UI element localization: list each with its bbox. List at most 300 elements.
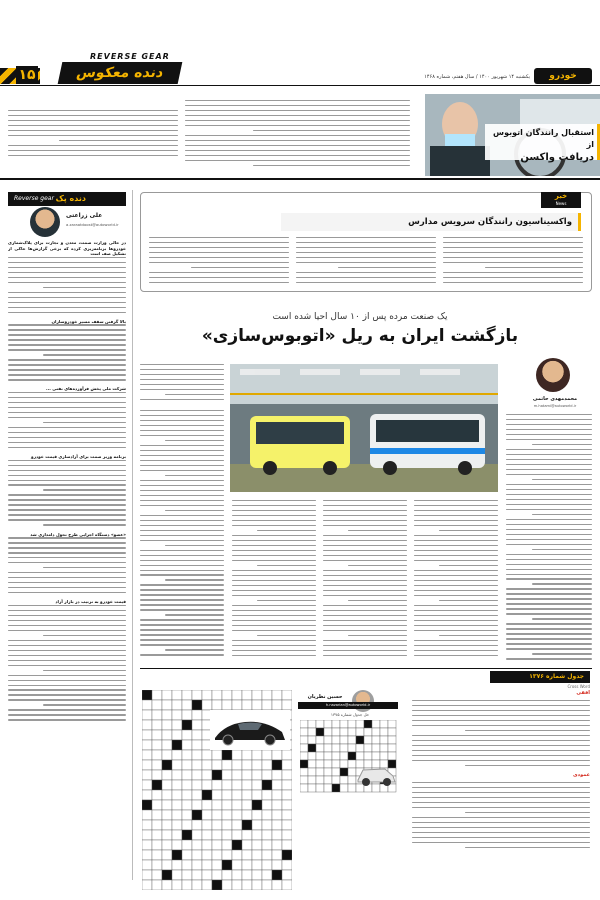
crossword-cell: [192, 850, 202, 860]
top-story-headline-2: دریافت واکسن: [520, 152, 594, 163]
top-story-photo: [425, 94, 600, 176]
crossword-cell: [282, 810, 292, 820]
crossword-cell: [152, 870, 162, 880]
column-tag: دنده پک: [55, 194, 86, 203]
crossword-cell: [252, 800, 262, 810]
crossword-cell: [142, 690, 152, 700]
crossword-cell: [308, 752, 316, 760]
crossword-cell: [340, 768, 348, 776]
crossword-cell: [222, 800, 232, 810]
crossword-cell: [192, 690, 202, 700]
crossword-cell: [340, 776, 348, 784]
crossword-cell: [212, 770, 222, 780]
crossword-cell: [372, 728, 380, 736]
crossword-cell: [182, 800, 192, 810]
crossword-cell: [364, 752, 372, 760]
crossword-cell: [172, 770, 182, 780]
crossword-cell: [202, 750, 212, 760]
khabar-tag-box: [541, 192, 581, 208]
crossword-cell: [356, 720, 364, 728]
crossword-cell: [262, 830, 272, 840]
crossword-cell: [162, 760, 172, 770]
crossword-cell: [232, 800, 242, 810]
crossword-cell: [222, 850, 232, 860]
crossword-clues-v-header: عمودی: [572, 772, 590, 778]
column-tag-en: Reverse gear: [14, 195, 54, 202]
crossword-car-photo: [210, 710, 290, 750]
crossword-cell: [282, 880, 292, 890]
crossword-cell: [182, 880, 192, 890]
crossword-cell: [192, 760, 202, 770]
crossword-cell: [372, 720, 380, 728]
crossword-cell: [272, 810, 282, 820]
crossword-cell: [162, 710, 172, 720]
sidebar-item: [8, 532, 126, 596]
crossword-cell: [152, 830, 162, 840]
crossword-cell: [262, 860, 272, 870]
crossword-cell: [182, 830, 192, 840]
crossword-cell: [172, 850, 182, 860]
crossword-cell: [324, 784, 332, 792]
crossword-cell: [340, 744, 348, 752]
crossword-cell: [212, 830, 222, 840]
crossword-cell: [222, 860, 232, 870]
crossword-cell: [152, 690, 162, 700]
main-body-col-3: [232, 500, 316, 660]
crossword-cell: [202, 690, 212, 700]
crossword-cell: [232, 690, 242, 700]
crossword-cell: [172, 820, 182, 830]
crossword-cell: [192, 780, 202, 790]
crossword-cell: [324, 760, 332, 768]
crossword-clues-h: [412, 700, 590, 768]
crossword-cell: [202, 800, 212, 810]
crossword-cell: [300, 760, 308, 768]
crossword-cell: [202, 880, 212, 890]
crossword-cell: [332, 744, 340, 752]
crossword-cell: [172, 830, 182, 840]
crossword-cell: [162, 830, 172, 840]
crossword-cell: [340, 728, 348, 736]
crossword-cell: [262, 880, 272, 890]
newspaper-logo-text: خودرو: [549, 71, 577, 81]
crossword-cell: [380, 744, 388, 752]
crossword-cell: [172, 840, 182, 850]
crossword-cell: [232, 700, 242, 710]
crossword-cell: [212, 850, 222, 860]
crossword-cell: [372, 752, 380, 760]
crossword-cell: [222, 830, 232, 840]
crossword-cell: [232, 790, 242, 800]
crossword-clues-v: [412, 782, 590, 852]
crossword-cell: [242, 800, 252, 810]
crossword-cell: [182, 840, 192, 850]
crossword-cell: [192, 870, 202, 880]
crossword-cell: [172, 800, 182, 810]
crossword-cell: [332, 720, 340, 728]
khabar-headline-bar: [281, 213, 581, 231]
crossword-title-en: Cross Word: [567, 684, 590, 689]
crossword-cell: [388, 720, 396, 728]
crossword-cell: [162, 820, 172, 830]
crossword-cell: [282, 760, 292, 770]
crossword-cell: [262, 850, 272, 860]
crossword-cell: [308, 736, 316, 744]
crossword-cell: [172, 710, 182, 720]
crossword-cell: [308, 776, 316, 784]
crossword-cell: [316, 768, 324, 776]
crossword-cell: [308, 744, 316, 752]
crossword-cell: [348, 736, 356, 744]
crossword-cell: [252, 880, 262, 890]
sidebar-item-body: [8, 392, 126, 450]
crossword-cell: [192, 880, 202, 890]
crossword-cell: [182, 760, 192, 770]
crossword-cell: [182, 740, 192, 750]
crossword-cell: [316, 776, 324, 784]
crossword-cell: [300, 728, 308, 736]
crossword-cell: [192, 860, 202, 870]
crossword-cell: [152, 860, 162, 870]
crossword-cell: [182, 780, 192, 790]
crossword-cell: [212, 870, 222, 880]
main-story-photo: [230, 364, 498, 492]
crossword-cell: [388, 728, 396, 736]
top-story-headline-1: استقبال رانندگان اتوبوس از: [493, 128, 594, 149]
masthead-bar: [0, 0, 600, 100]
crossword-cell: [252, 690, 262, 700]
crossword-cell: [252, 750, 262, 760]
crossword-cell: [142, 760, 152, 770]
crossword-cell: [142, 790, 152, 800]
crossword-cell: [182, 730, 192, 740]
crossword-cell: [202, 840, 212, 850]
main-kicker: یک صنعت مرده پس از ۱۰ سال احیا شده است: [272, 312, 448, 322]
crossword-cell: [182, 810, 192, 820]
crossword-cell: [162, 740, 172, 750]
crossword-cell: [332, 728, 340, 736]
crossword-cell: [242, 830, 252, 840]
crossword-cell: [232, 870, 242, 880]
crossword-cell: [212, 700, 222, 710]
crossword-cell: [242, 780, 252, 790]
crossword-cell: [172, 880, 182, 890]
crossword-cell: [152, 840, 162, 850]
page-number: ۱۵: [16, 66, 38, 84]
crossword-cell: [192, 740, 202, 750]
khabar-tag-en: News: [555, 201, 567, 206]
main-body-col-5: [414, 500, 498, 660]
crossword-cell: [316, 752, 324, 760]
khabar-body-col-1: [443, 237, 583, 287]
crossword-cell: [388, 736, 396, 744]
crossword-cell: [316, 728, 324, 736]
crossword-cell: [252, 790, 262, 800]
sidebar-item: [8, 319, 126, 383]
crossword-cell: [222, 820, 232, 830]
crossword-cell: [182, 770, 192, 780]
crossword-cell: [324, 744, 332, 752]
crossword-cell: [192, 700, 202, 710]
crossword-cell: [142, 860, 152, 870]
main-author-photo: [536, 358, 570, 392]
crossword-cell: [142, 750, 152, 760]
crossword-cell: [172, 700, 182, 710]
crossword-cell: [152, 800, 162, 810]
crossword-cell: [222, 780, 232, 790]
sidebar-item-body: [8, 605, 126, 725]
crossword-cell: [162, 870, 172, 880]
crossword-cell: [142, 770, 152, 780]
crossword-cell: [282, 690, 292, 700]
crossword-cell: [142, 730, 152, 740]
crossword-cell: [364, 720, 372, 728]
crossword-cell: [380, 752, 388, 760]
crossword-cell: [172, 740, 182, 750]
crossword-cell: [212, 860, 222, 870]
crossword-cell: [202, 790, 212, 800]
crossword-cell: [372, 736, 380, 744]
crossword-cell: [162, 880, 172, 890]
crossword-cell: [340, 736, 348, 744]
crossword-cell: [172, 870, 182, 880]
crossword-cell: [192, 810, 202, 820]
crossword-cell: [252, 700, 262, 710]
crossword-cell: [272, 700, 282, 710]
crossword-cell: [182, 850, 192, 860]
crossword-cell: [272, 800, 282, 810]
crossword-cell: [232, 770, 242, 780]
crossword-cell: [300, 736, 308, 744]
crossword-cell: [282, 830, 292, 840]
crossword-cell: [192, 770, 202, 780]
crossword-cell: [162, 810, 172, 820]
crossword-designer: حسین نظریان: [307, 694, 343, 700]
crossword-cell: [282, 750, 292, 760]
column-author: علی زراعتی: [66, 212, 103, 219]
crossword-cell: [172, 750, 182, 760]
crossword-cell: [232, 850, 242, 860]
crossword-cell: [172, 810, 182, 820]
crossword-cell: [142, 870, 152, 880]
crossword-cell: [162, 800, 172, 810]
khabar-body-col-2: [296, 237, 436, 287]
crossword-cell: [202, 820, 212, 830]
crossword-cell: [332, 768, 340, 776]
crossword-cell: [182, 710, 192, 720]
crossword-cell: [152, 810, 162, 820]
crossword-cell: [232, 780, 242, 790]
crossword-cell: [152, 790, 162, 800]
crossword-cell: [242, 690, 252, 700]
crossword-cell: [202, 760, 212, 770]
main-photo-caption: [140, 364, 224, 404]
top-story-left-bar: [10, 104, 40, 164]
crossword-cell: [282, 850, 292, 860]
crossword-cell: [364, 728, 372, 736]
crossword-cell: [202, 830, 212, 840]
crossword-cell: [242, 700, 252, 710]
crossword-cell: [202, 700, 212, 710]
top-story: [0, 94, 600, 176]
sidebar-item-body: [8, 257, 126, 315]
crossword-cell: [262, 760, 272, 770]
main-body-col-4: [323, 500, 407, 660]
crossword-cell: [142, 880, 152, 890]
crossword-cell: [252, 870, 262, 880]
crossword-cell: [332, 752, 340, 760]
crossword-cell: [242, 850, 252, 860]
crossword-cell: [316, 784, 324, 792]
crossword-cell: [152, 730, 162, 740]
crossword-cell: [262, 690, 272, 700]
sidebar-item-title: «عضو» دستگاه اجرایی طرح تحول دامداری شد: [30, 531, 126, 537]
crossword-cell: [262, 820, 272, 830]
crossword-cell: [202, 810, 212, 820]
crossword-cell: [348, 720, 356, 728]
newspaper-logo: [534, 68, 592, 84]
khabar-headline: واکسیناسیون رانندگان سرویس مدارس: [408, 217, 572, 227]
crossword-cell: [356, 744, 364, 752]
crossword-cell: [262, 810, 272, 820]
crossword-cell: [300, 776, 308, 784]
crossword-cell: [262, 870, 272, 880]
crossword-cell: [262, 700, 272, 710]
sidebar-divider: [132, 190, 133, 880]
crossword-cell: [172, 790, 182, 800]
crossword-cell: [162, 720, 172, 730]
top-story-body: [185, 100, 410, 172]
crossword-cell: [232, 830, 242, 840]
crossword-cell: [172, 730, 182, 740]
crossword-cell: [172, 780, 182, 790]
crossword-cell: [232, 760, 242, 770]
crossword-cell: [232, 810, 242, 820]
crossword-cell: [316, 736, 324, 744]
sidebar-item-title: بالا گرفتن سقف مسیر خودروسازان: [51, 318, 126, 324]
crossword-cell: [202, 870, 212, 880]
column-author-photo: [30, 207, 60, 237]
sidebar-news: [8, 240, 126, 780]
crossword-cell: [272, 840, 282, 850]
crossword-designer-email: h.nazarian@autoworld.ir: [298, 702, 398, 709]
crossword-cell: [152, 880, 162, 890]
crossword-solution-label: حل جدول شماره ۱۳۷۵: [330, 712, 370, 717]
main-headline: بازگشت ایران به ریل «اتوبوس‌سازی»: [201, 326, 519, 346]
crossword-cell: [372, 744, 380, 752]
crossword-cell: [324, 768, 332, 776]
bus-factory-photo-icon: [230, 364, 498, 492]
crossword-cell: [152, 770, 162, 780]
crossword-cell: [172, 860, 182, 870]
crossword-cell: [222, 810, 232, 820]
crossword-cell: [142, 710, 152, 720]
sidebar-item-title: شرکت ملی پخش فرآورده‌های نفتی ...: [46, 386, 126, 392]
crossword-cell: [142, 780, 152, 790]
crossword-cell: [340, 752, 348, 760]
crossword-cell: [192, 710, 202, 720]
crossword-cell: [212, 750, 222, 760]
crossword-cell: [192, 840, 202, 850]
crossword-cell: [202, 850, 212, 860]
crossword-cell: [324, 728, 332, 736]
crossword-cell: [152, 700, 162, 710]
crossword-cell: [242, 820, 252, 830]
hatch-divider: [0, 85, 600, 86]
sidebar-item-body: [8, 537, 126, 595]
crossword-cell: [192, 820, 202, 830]
crossword-cell: [324, 736, 332, 744]
crossword-cell: [152, 720, 162, 730]
crossword-cell: [262, 840, 272, 850]
crossword-cell: [324, 720, 332, 728]
crossword-cell: [252, 770, 262, 780]
sidebar-item: [8, 386, 126, 450]
crossword-cell: [152, 710, 162, 720]
crossword-cell: [212, 760, 222, 770]
crossword-cell: [300, 744, 308, 752]
section-logo-en: REVERSE GEAR: [90, 52, 170, 61]
crossword-cell: [222, 790, 232, 800]
crossword-cell: [212, 690, 222, 700]
crossword-cell: [232, 880, 242, 890]
column-email: a.zaraatdoost@autoworld.ir: [66, 222, 119, 227]
crossword-cell: [152, 850, 162, 860]
crossword-cell: [332, 784, 340, 792]
crossword-cell: [340, 784, 348, 792]
section-logo: دنده معکوس: [58, 62, 183, 84]
crossword-cell: [212, 810, 222, 820]
crossword-cell: [262, 770, 272, 780]
crossword-cell: [348, 752, 356, 760]
main-author-email: m.hatami@autoworld.ir: [533, 404, 577, 408]
crossword-title-box: [490, 671, 590, 683]
crossword-cell: [222, 750, 232, 760]
crossword-cell: [252, 810, 262, 820]
crossword-cell: [282, 790, 292, 800]
crossword-cell: [348, 744, 356, 752]
crossword-cell: [212, 790, 222, 800]
crossword-cell: [232, 840, 242, 850]
khabar-box: [140, 192, 592, 292]
crossword-cell: [142, 720, 152, 730]
crossword-cell: [242, 870, 252, 880]
crossword-cell: [316, 744, 324, 752]
crossword-cell: [272, 690, 282, 700]
crossword-cell: [364, 736, 372, 744]
sidebar-item-body: [8, 460, 126, 528]
suv-icon: [355, 760, 397, 790]
crossword-cell: [212, 880, 222, 890]
crossword-cell: [222, 700, 232, 710]
crossword-cell: [162, 730, 172, 740]
crossword-cell: [316, 720, 324, 728]
crossword-cell: [252, 760, 262, 770]
main-body-col-1: [506, 414, 592, 662]
crossword-cell: [182, 700, 192, 710]
crossword-cell: [192, 800, 202, 810]
crossword-cell: [252, 850, 262, 860]
crossword-cell: [308, 784, 316, 792]
crossword-cell: [182, 750, 192, 760]
column-tag-box: [8, 192, 126, 206]
crossword-cell: [232, 860, 242, 870]
top-story-divider: [0, 178, 600, 180]
crossword-cell: [192, 750, 202, 760]
crossword-cell: [282, 820, 292, 830]
crossword-cell: [142, 830, 152, 840]
crossword-cell: [192, 790, 202, 800]
